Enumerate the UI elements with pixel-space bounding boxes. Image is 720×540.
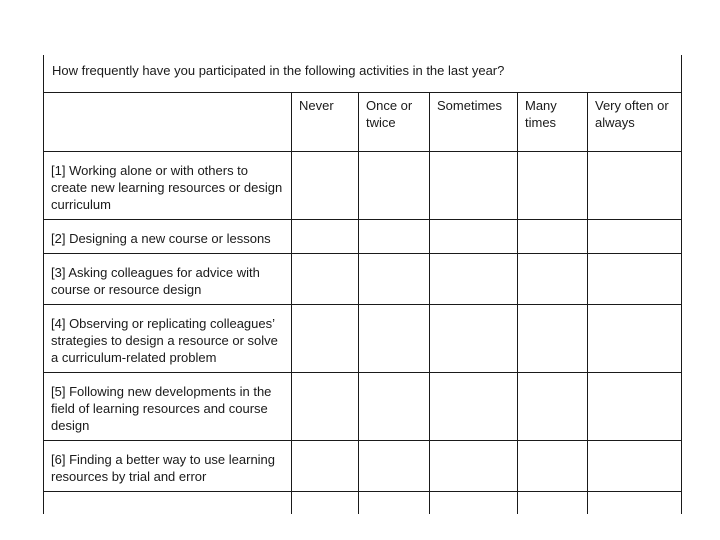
- response-cell-sometimes[interactable]: [430, 220, 518, 254]
- item-label: [3] Asking colleagues for advice with course or resource design: [44, 254, 292, 305]
- header-row: [44, 93, 682, 152]
- header-blank-cell: [44, 93, 292, 152]
- column-header-many-times: Many times: [518, 93, 588, 152]
- response-cell-sometimes[interactable]: [430, 152, 518, 220]
- response-cell-once-or-twice[interactable]: [359, 152, 430, 220]
- response-cell-sometimes[interactable]: [430, 441, 518, 492]
- column-header-sometimes: Sometimes: [430, 93, 518, 152]
- response-cell-once-or-twice[interactable]: [359, 254, 430, 305]
- response-cell-many-times[interactable]: [518, 441, 588, 492]
- item-label: [4] Observing or replicating colleagues’ strategies to design a resource or solve a curriculum-related problem: [44, 305, 292, 373]
- continuation-cell: [588, 492, 682, 515]
- question-text: How frequently have you participated in the following activities in the last year?: [44, 55, 682, 93]
- response-cell-once-or-twice[interactable]: [359, 305, 430, 373]
- response-cell-once-or-twice[interactable]: [359, 220, 430, 254]
- item-label: [1] Working alone or with others to create new learning resources or design curriculum: [44, 152, 292, 220]
- table-row: [44, 441, 682, 492]
- response-cell-many-times[interactable]: [518, 373, 588, 441]
- column-header-never: Never: [292, 93, 359, 152]
- continuation-cell: [292, 492, 359, 515]
- response-cell-very-often[interactable]: [588, 152, 682, 220]
- response-cell-sometimes[interactable]: [430, 373, 518, 441]
- response-cell-many-times[interactable]: [518, 254, 588, 305]
- response-cell-very-often[interactable]: [588, 441, 682, 492]
- response-cell-sometimes[interactable]: [430, 305, 518, 373]
- question-row: [44, 55, 682, 93]
- response-cell-very-often[interactable]: [588, 220, 682, 254]
- survey-table: [43, 55, 682, 514]
- table-row: [44, 373, 682, 441]
- response-cell-sometimes[interactable]: [430, 254, 518, 305]
- table-row: [44, 305, 682, 373]
- response-cell-very-often[interactable]: [588, 254, 682, 305]
- continuation-cell: [518, 492, 588, 515]
- item-label: [5] Following new developments in the field of learning resources and course design: [44, 373, 292, 441]
- table-row: [44, 220, 682, 254]
- item-label: [6] Finding a better way to use learning resources by trial and error: [44, 441, 292, 492]
- table-row-continuation: [44, 492, 682, 515]
- response-cell-never[interactable]: [292, 254, 359, 305]
- response-cell-never[interactable]: [292, 373, 359, 441]
- response-cell-never[interactable]: [292, 220, 359, 254]
- continuation-cell: [359, 492, 430, 515]
- response-cell-once-or-twice[interactable]: [359, 441, 430, 492]
- response-cell-many-times[interactable]: [518, 152, 588, 220]
- column-header-once-or-twice: Once or twice: [359, 93, 430, 152]
- item-label: [2] Designing a new course or lessons: [44, 220, 292, 254]
- response-cell-never[interactable]: [292, 441, 359, 492]
- column-header-very-often: Very often or always: [588, 93, 682, 152]
- response-cell-very-often[interactable]: [588, 305, 682, 373]
- response-cell-once-or-twice[interactable]: [359, 373, 430, 441]
- response-cell-never[interactable]: [292, 305, 359, 373]
- table-row: [44, 152, 682, 220]
- response-cell-never[interactable]: [292, 152, 359, 220]
- table-row: [44, 254, 682, 305]
- continuation-cell: [44, 492, 292, 515]
- response-cell-very-often[interactable]: [588, 373, 682, 441]
- response-cell-many-times[interactable]: [518, 305, 588, 373]
- response-cell-many-times[interactable]: [518, 220, 588, 254]
- continuation-cell: [430, 492, 518, 515]
